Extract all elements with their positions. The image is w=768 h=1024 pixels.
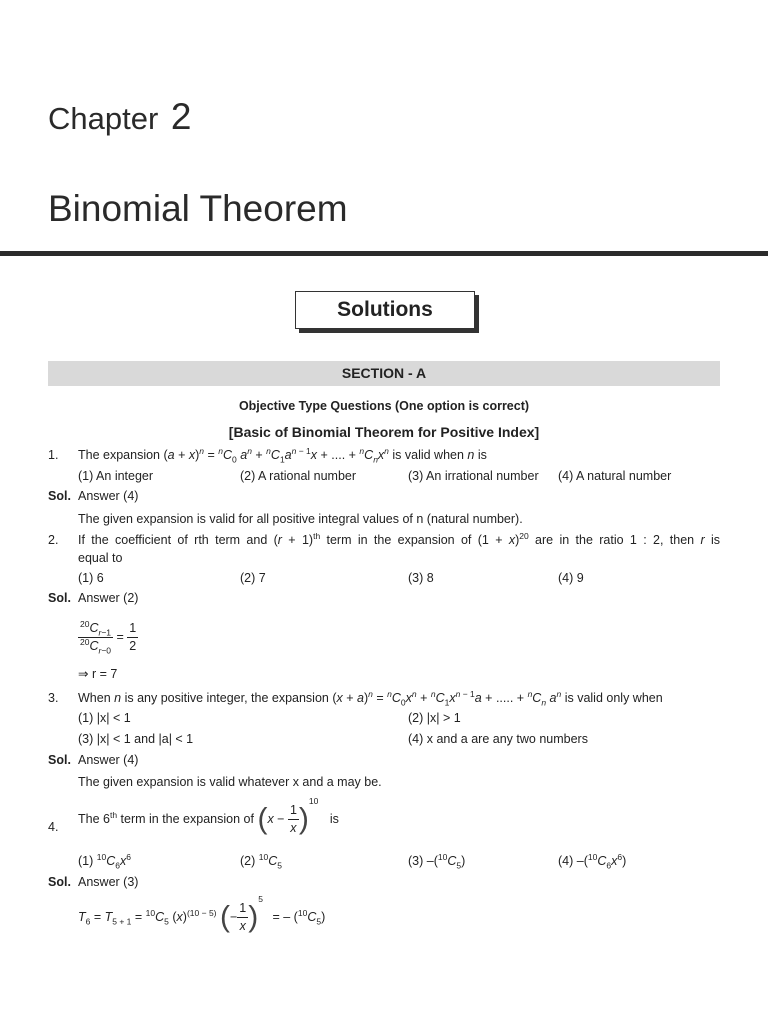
solutions-box <box>295 291 475 329</box>
answer: Answer (4) <box>78 753 139 767</box>
question-number: 3. <box>48 691 59 705</box>
option: (4) $-(^{10}C_6x^6)$ <box>558 851 627 871</box>
chapter-title: Binomial Theorem <box>48 188 348 229</box>
option: (3) $-(^{10}C_5)$ <box>408 851 466 871</box>
answer: Answer (4) <box>78 489 139 503</box>
objective-heading: Objective Type Questions (One option is correct) <box>238 399 530 413</box>
solutions-label: Solutions <box>295 291 475 329</box>
option: (4) x and a are any two numbers <box>408 732 588 746</box>
explanation: The given expansion is valid for all positive integral values of n (natural number). <box>78 512 523 526</box>
sol-label: Sol. <box>48 591 71 605</box>
option: (4) 9 <box>558 571 584 585</box>
question-text: The 6th term in the expansion of (x − $\frac{1}{x}$ )$^{10}$ is <box>78 795 339 836</box>
explanation: The given expansion is valid whatever x and a may be. <box>78 775 382 789</box>
topic-heading: [Basic of Binomial Theorem for Positive Index] <box>228 424 540 440</box>
option: (2) 7 <box>240 571 266 585</box>
solution-equation: $T_6 = T_{5 + 1} = ^{10}C_5$ $(x)^{(10 - 5)}$ (− $\frac{1}{x}$ )$^5$ = – $(^{10}C_5)$ <box>78 893 326 934</box>
option: (1) An integer <box>78 469 154 483</box>
question-number: 4. <box>48 820 59 834</box>
answer: Answer (3) <box>78 875 139 889</box>
option: (1) |x| < 1 <box>78 711 131 725</box>
option: (3) 8 <box>408 571 434 585</box>
question-text-cont: equal to <box>78 551 123 565</box>
sol-label: Sol. <box>48 753 71 767</box>
question-number: 2. <box>48 533 59 547</box>
option: (3) An irrational number <box>408 469 539 483</box>
answer: Answer (2) <box>78 591 139 605</box>
chapter-heading: Chapter 2 <box>48 96 192 137</box>
result: ⇒ r = 7 <box>78 667 118 681</box>
question-text: If the coefficient of rth term and $(r + 1)^{th}$ term in the expansion of $(1 + x)^{20}$ are in the ratio 1 : 2, then r is <box>78 530 720 547</box>
question-text: The expansion $(a + x)^n = ^nC_0$ $a^n + ^nC_1a^{n - 1}x$ + .... + $^nC_nx^n$ is valid when n is <box>78 445 487 465</box>
ratio-equation: $\frac{^{20}C_{r-1}}{^{20}C_{r-0}}$ = $\frac{1}{2}$ <box>80 618 137 656</box>
option: (2) |x| > 1 <box>408 711 461 725</box>
option: (1) $^{10}C_6x^6$ <box>78 851 131 871</box>
option: (2) $^{10}C_5$ <box>240 851 282 871</box>
sol-label: Sol. <box>48 489 71 503</box>
option: (1) 6 <box>78 571 104 585</box>
option: (2) A rational number <box>240 469 357 483</box>
option: (3) |x| < 1 and |a| < 1 <box>78 732 194 746</box>
sol-label: Sol. <box>48 875 71 889</box>
question-number: 1. <box>48 448 59 462</box>
title-rule <box>0 251 768 256</box>
question-text: When n is any positive integer, the expansion $(x + a)^n = ^nC_0x^n + ^nC_1x^{n - 1}a$ + ..... + $^nC_n$ $a^n$ is valid only when <box>78 688 663 708</box>
section-heading: SECTION - A <box>48 361 720 386</box>
option: (4) A natural number <box>558 469 672 483</box>
